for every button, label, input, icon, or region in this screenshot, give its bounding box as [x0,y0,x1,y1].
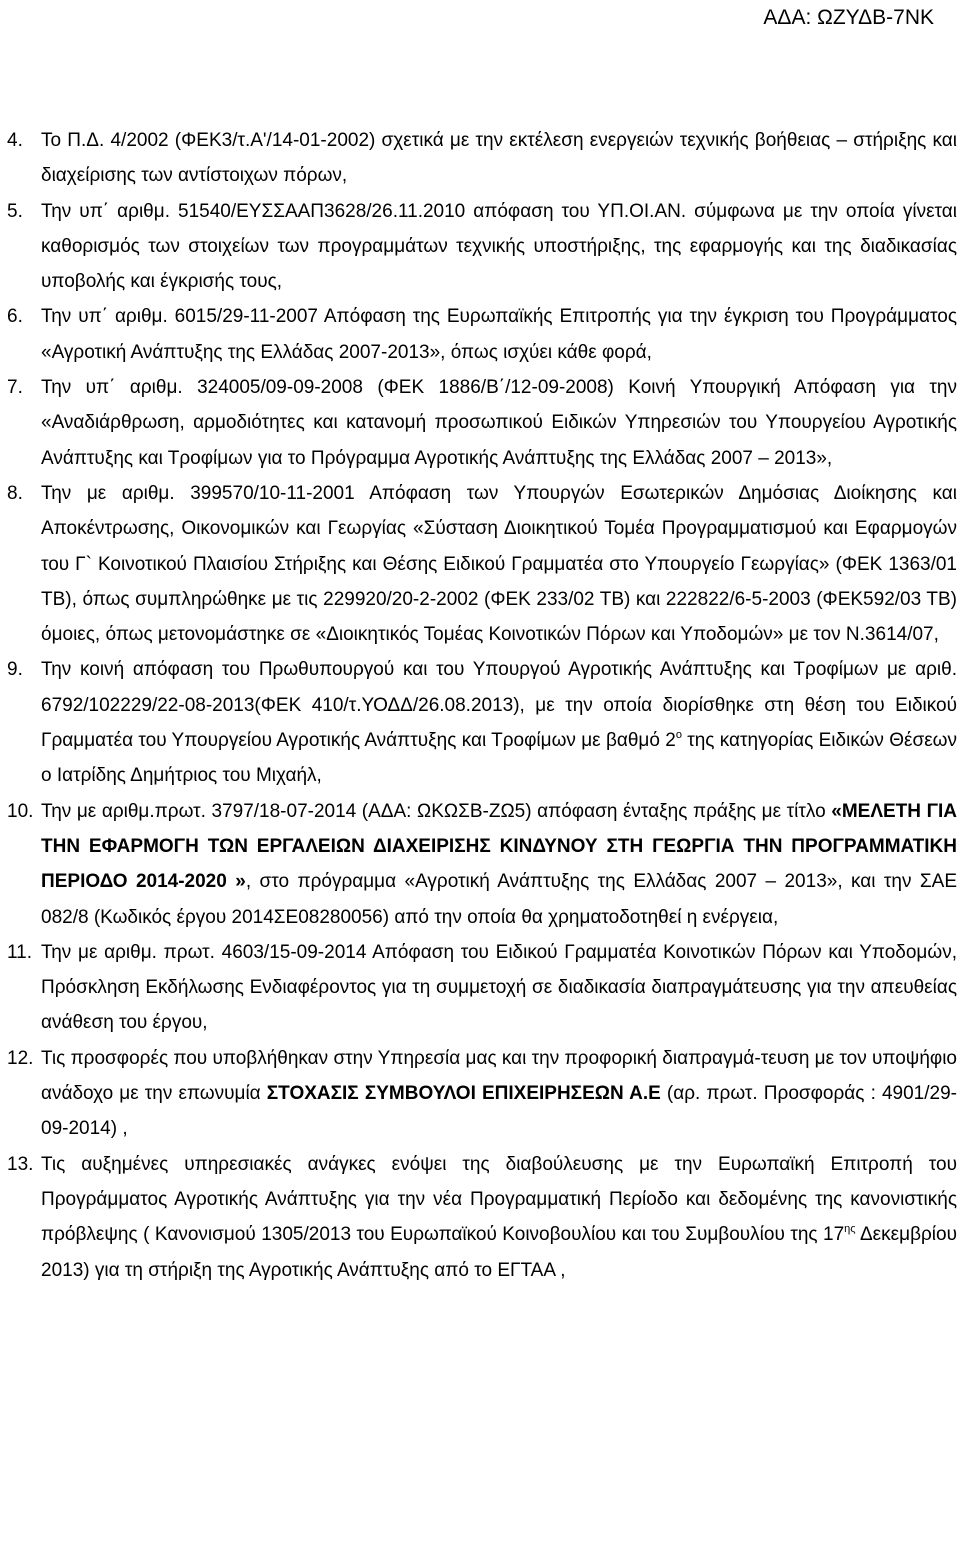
list-item-number: 13. [7,1153,34,1175]
list-item-text: Το Π.Δ. 4/2002 (ΦΕΚ3/τ.Α'/14-01-2002) σχετικά με την εκτέλεση ενεργειών τεχνικής βοήθειας – στήριξης και διαχείρισης των αντίστοιχων πόρων, [41,130,957,187]
ordinal-superscript: ο [675,729,682,742]
list-item-text-continued: της κατηγορίας Ειδικών Θέσεων ο Ιατρίδης Δημήτριος του Μιχαήλ, [41,730,957,787]
list-item-text-continued: (αρ. πρωτ. Προσφοράς : 4901/29-09-2014) , [41,1083,957,1140]
list-item-number: 9. [7,659,23,681]
list-item-9 [7,652,957,793]
list-item-text-continued: , στο πρόγραμμα «Αγροτική Ανάπτυξης της Ελλάδας 2007 – 2013», και την ΣΑΕ 082/8 (Κωδικός έργου 2014ΣΕ08280056) από την οποία θα χρηματοδοτηθεί η ενέργεια, [41,871,957,928]
list-item-text: Την με αριθμ.πρωτ. 3797/18-07-2014 (ΑΔΑ: ΩΚΩΣΒ-ΖΩ5) απόφαση ένταξης πράξης με τίτλο [41,800,832,822]
list-item-text: Την με αριθμ. 399570/10-11-2001 Απόφαση των Υπουργών Εσωτερικών Δημόσιας Διοίκησης και Αποκέντρωσης, Οικονομικών και Γεωργίας «Σύσταση Διοικητικού Τομέα Προγραμματισμού και Εφαρμογών του Γ` Κοινοτικού Πλαισίου Στήριξης και Θέσης Ειδικού Γραμματέα στο Υπουργείο Γεωργίας» (ΦΕΚ 1363/01 ΤΒ), όπως συμπληρώθηκε με τις 229920/20-2-2002 (ΦΕΚ 233/02 ΤΒ) και 222822/6-5-2003 (ΦΕΚ592/03 ΤΒ) όμοιες, όπως μετονομάστηκε σε «Διοικητικός Τομέας Κοινοτικών Πόρων και Υποδομών» με τον Ν.3614/07, [41,482,957,646]
list-item-number: 10. [7,800,34,822]
list-item-text: Την υπ΄ αριθμ. 324005/09-09-2008 (ΦΕΚ 1886/Β΄/12-09-2008) Κοινή Υπουργική Απόφαση για την «Αναδιάρθρωση, αρμοδιότητες και κατανομή προσωπικού Ειδικών Υπηρεσιών του Υπουργείου Αγροτικής Ανάπτυξης και Τροφίμων για το Πρόγραμμα Αγροτικής Ανάπτυξης της Ελλάδας 2007 – 2013», [41,377,957,469]
list-item-number: 4. [7,130,23,151]
list-item-13 [7,1147,957,1288]
contractor-name-bold: ΣΤΟΧΑΣΙΣ ΣΥΜΒΟΥΛΟΙ ΕΠΙΧΕΙΡΗΣΕΩΝ Α.Ε [266,1083,661,1105]
list-item-4 [7,123,957,194]
list-item-12 [7,1041,957,1147]
document-body [7,123,957,1288]
list-item-number: 7. [7,377,23,399]
project-title-bold: «ΜΕΛΕΤΗ ΓΙΑ ΤΗΝ ΕΦΑΡΜΟΓΗ ΤΩΝ ΕΡΓΑΛΕΙΩΝ ΔΙΑΧΕΙΡΙΣΗΣ ΚΙΝΔΥΝΟΥ ΣΤΗ ΓΕΩΡΓΙΑ ΤΗΝ ΠΡΟΓΡΑΜΜΑΤΙΚΗ ΠΕΡΙΟΔΟ 2014-2020 » [41,800,957,893]
list-item-text: Τις προσφορές που υποβλήθηκαν στην Υπηρεσία μας και την προφορική διαπραγμά-τευση με τον υποψήφιο ανάδοχο με την επωνυμία [41,1047,957,1105]
list-item-number: 5. [7,200,23,222]
ada-code-header: ΑΔΑ: ΩΖΥΔΒ-7ΝΚ [763,6,934,29]
list-item-number: 11. [7,941,33,963]
list-item-text: Την υπ΄ αριθμ. 51540/ΕΥΣΣΑΑΠ3628/26.11.2010 απόφαση του ΥΠ.ΟΙ.ΑΝ. σύμφωνα με την οποία γίνεται καθορισμός των στοιχείων των προγραμμάτων τεχνικής υποστήριξης, της εφαρμογής και της διαδικασίας υποβολής και έγκρισής τους, [41,200,957,293]
list-item-number: 12. [7,1047,34,1069]
ordinal-superscript: ης [844,1223,856,1236]
list-item-number: 6. [7,306,23,328]
list-item-11 [7,935,957,1041]
list-item-text: Την κοινή απόφαση του Πρωθυπουργού και του Υπουργού Αγροτικής Ανάπτυξης και Τροφίμων με αριθ. 6792/102229/22-08-2013(ΦΕΚ 410/τ.ΥΟΔΔ/26.08.2013), με την οποία διορίσθηκε στη θέση του Ειδικού Γραμματέα του Υπουργείου Αγροτικής Ανάπτυξης και Τροφίμων με βαθμό 2 [41,659,957,752]
list-item-5 [7,194,957,300]
list-item-number: 8. [7,482,23,504]
list-item-text: Την υπ΄ αριθμ. 6015/29-11-2007 Απόφαση της Ευρωπαϊκής Επιτροπής για την έγκριση του Προγράμματος «Αγροτική Ανάπτυξης της Ελλάδας 2007-2013», όπως ισχύει κάθε φορά, [41,306,957,363]
list-item-text: Τις αυξημένες υπηρεσιακές ανάγκες ενόψει της διαβούλευσης με την Ευρωπαϊκή Επιτροπή του Προγράμματος Αγροτικής Ανάπτυξης για την νέα Προγραμματική Περίοδο και δεδομένης της κανονιστικής πρόβλεψης ( Κανονισμού 1305/2013 του Ευρωπαϊκού Κοινοβουλίου και του Συμβουλίου της 17 [41,1153,957,1246]
list-item-10 [7,794,957,935]
list-item-6 [7,299,957,370]
list-item-text: Την με αριθμ. πρωτ. 4603/15-09-2014 Απόφαση του Ειδικού Γραμματέα Κοινοτικών Πόρων και Υποδομών, Πρόσκληση Εκδήλωσης Ενδιαφέροντος για τη συμμετοχή σε διαδικασία διαπραγμάτευσης για την απευθείας ανάθεση του έργου, [41,941,957,1034]
list-item-8 [7,476,957,652]
list-item-text-continued: Δεκεμβρίου 2013) για τη στήριξη της Αγροτικής Ανάπτυξης από το ΕΓΤΑΑ , [41,1224,957,1281]
list-item-7 [7,370,957,476]
